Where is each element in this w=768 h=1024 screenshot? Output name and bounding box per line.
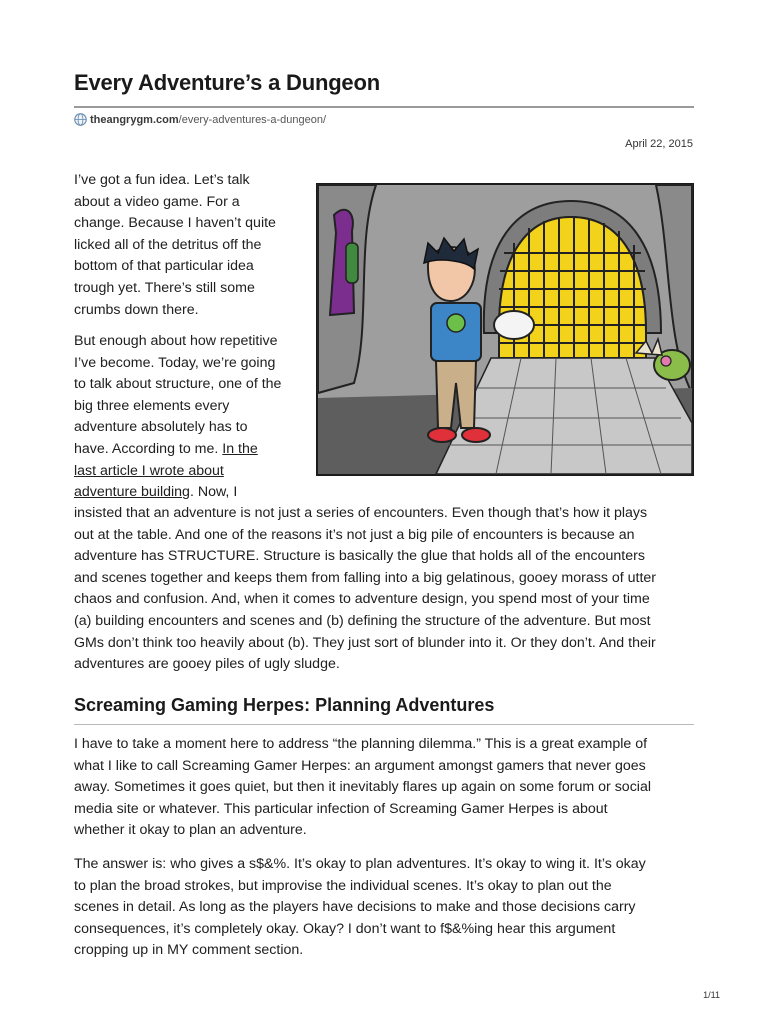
heading-divider xyxy=(74,724,694,725)
text-line: scenes in detail. As long as the players have decisions to make and those decisions carry xyxy=(74,899,636,916)
structure-paragraph xyxy=(74,331,281,504)
text-line: chaos and confusion. And, when it comes to adventure design, you spend most of your time xyxy=(74,591,650,608)
text-line: adventure has STRUCTURE. Structure is basically the glue that holds all of the encounters xyxy=(74,548,645,565)
text-line: and scenes together and keeps them from falling into a big gelatinous, gooey morass of utter xyxy=(74,569,657,586)
article-link[interactable]: In the xyxy=(222,440,258,457)
text-line: what I like to call Screaming Gamer Herpes: an argument amongst gamers that never goes xyxy=(74,757,646,774)
left-sneaker xyxy=(428,428,456,442)
text-line: to talk about structure, one of the xyxy=(74,376,282,393)
dungeon-cartoon-illustration xyxy=(316,183,694,476)
text-line: whether it okay to plan an adventure. xyxy=(74,822,307,839)
text-line: adventure absolutely has to xyxy=(74,419,248,436)
text-line: (a) building encounters and scenes and (b) defining the structure of the adventure. But most xyxy=(74,612,651,629)
text-line: out at the table. And one of the reasons it’s not just a big pile of encounters is because an xyxy=(74,526,635,543)
section-heading: Screaming Gaming Herpes: Planning Adventures xyxy=(74,695,495,715)
globe-icon xyxy=(74,113,87,126)
text-line: consequences, it’s completely okay. Okay? I don’t want to f$&%ing hear this argument xyxy=(74,920,616,937)
text-line: insisted that an adventure is not just a series of encounters. Even though that’s how it plays xyxy=(74,505,648,521)
text-line: to plan the broad strokes, but improvise the individual scenes. It’s okay to plan out the xyxy=(74,877,612,894)
intro-paragraph xyxy=(74,170,276,321)
text-line: licked all of the detritus off the xyxy=(74,236,262,253)
text-line: bottom of that particular idea xyxy=(74,258,254,275)
paper-plate xyxy=(494,311,534,339)
text-line: have. According to me. xyxy=(74,440,219,457)
text-line: I have to take a moment here to address “the planning dilemma.” This is a great example of xyxy=(74,736,648,752)
text-line: adventures are gooey piles of ugly sludge. xyxy=(74,656,340,673)
text-line: I’ve got a fun idea. Let’s talk xyxy=(74,172,250,188)
source-domain: theangrygm.com xyxy=(90,113,179,126)
text-line: change. Because I haven’t quite xyxy=(74,215,276,232)
text-line: cropping up in MY comment section. xyxy=(74,942,304,959)
title-divider xyxy=(74,106,694,108)
publish-date: April 22, 2015 xyxy=(625,138,693,150)
answer-paragraph xyxy=(74,854,646,962)
green-tentacle-part xyxy=(346,243,358,283)
text-line: But enough about how repetitive xyxy=(74,333,278,349)
text-line: away. Sometimes it goes quiet, but then it inevitably flares up again on some forum or social xyxy=(74,779,651,796)
text-line: . Now, I xyxy=(189,484,238,501)
shirt-emblem xyxy=(447,314,465,332)
page-number: 1/11 xyxy=(703,990,720,1000)
text-line: trough yet. There’s still some xyxy=(74,279,255,296)
text-line: media site or whatever. This particular infection of Screaming Gamer Herpes is about xyxy=(74,800,608,817)
page-title: Every Adventure’s a Dungeon xyxy=(74,70,380,95)
text-line: GMs don’t think too heavily about (b). They just sort of blunder into it. Or they don’t. And their xyxy=(74,634,656,651)
text-line: crumbs down there. xyxy=(74,301,199,318)
article-link[interactable]: adventure building xyxy=(74,484,190,501)
structure-paragraph-continued xyxy=(74,503,656,676)
right-sneaker xyxy=(462,428,490,442)
text-line: I’ve become. Today, we’re going xyxy=(74,354,276,371)
text-line: about a video game. For a xyxy=(74,193,240,210)
planning-paragraph xyxy=(74,734,651,842)
text-line: big three elements every xyxy=(74,397,230,414)
source-link[interactable] xyxy=(74,113,326,126)
article-link[interactable]: last article I wrote about xyxy=(74,462,224,479)
text-line: The answer is: who gives a s$&%. It’s okay to plan adventures. It’s okay to wing it. It’s okay xyxy=(74,856,646,872)
source-path: /every-adventures-a-dungeon/ xyxy=(178,113,327,126)
